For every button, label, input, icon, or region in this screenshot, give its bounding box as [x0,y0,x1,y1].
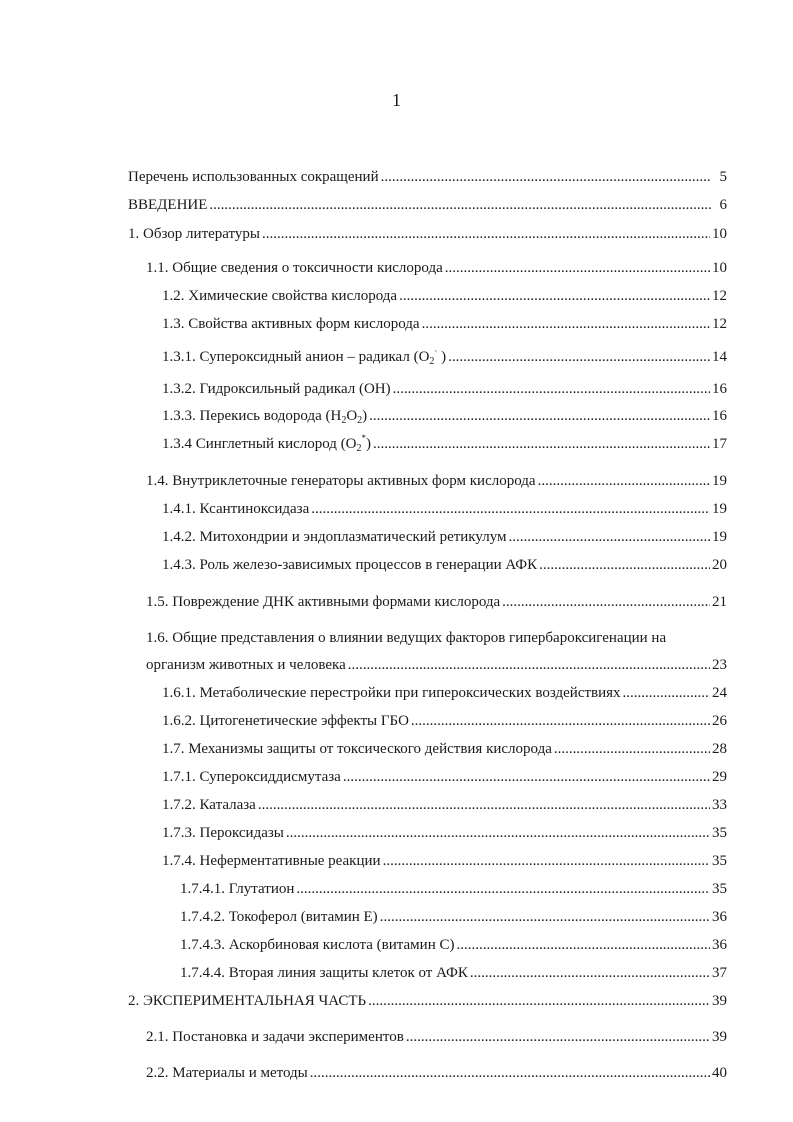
dot-leader [381,168,711,186]
toc-entry [162,348,727,366]
toc-entry [128,225,727,243]
dot-leader [368,992,710,1010]
dot-leader [456,936,710,954]
title-text: ) [441,349,447,365]
toc-entry [180,936,727,954]
dot-leader [539,556,710,574]
dot-leader [422,315,710,333]
dot-leader [311,500,710,518]
toc-entry-page: 35 [712,881,727,897]
toc-entry-page: 24 [712,685,727,701]
toc-entry [162,407,727,425]
toc-entry-title: 1.7.4. Неферментативные реакции [162,853,381,869]
title-text: ) [366,436,372,452]
toc-entry-title [162,348,446,366]
toc-entry-page: 6 [719,197,727,213]
toc-entry-page: 26 [712,713,727,729]
toc-entry-title: 1.7.1. Супероксиддисмутаза [162,769,341,785]
dot-leader [623,684,710,702]
dot-leader [296,880,710,898]
toc-entry [162,287,727,305]
toc-entry-title [162,435,371,453]
dot-leader [258,796,710,814]
dot-leader [369,407,710,425]
toc-entry [162,556,727,574]
toc-entry [146,259,727,277]
toc-entry-page: 16 [712,381,727,397]
toc-entry-page: 19 [712,501,727,517]
toc-entry-title: 1.3.2. Гидроксильный радикал (OH) [162,381,391,397]
toc-entry [162,380,727,398]
toc-entry-page: 12 [712,316,727,332]
toc-entry [162,528,727,546]
dot-leader [393,380,710,398]
toc-entry-page: 21 [712,594,727,610]
toc-entry-page: 28 [712,741,727,757]
toc-entry-title [162,407,367,425]
toc-entry-title: 2.1. Постановка и задачи экспериментов [146,1029,404,1045]
dot-leader [348,656,710,674]
subscript: 2 [356,443,362,454]
dot-leader [448,348,710,366]
dot-leader [343,768,710,786]
toc-entry-title: 2. ЭКСПЕРИМЕНТАЛЬНАЯ ЧАСТЬ [128,993,367,1009]
toc-entry-first-line: 1.6. Общие представления о влиянии ведущих факторов гипербароксигенации на [146,630,667,646]
dot-leader [538,472,710,490]
dot-leader [286,824,710,842]
toc-entry [146,593,727,611]
subscript: 2 [341,415,347,426]
page-number: 1 [392,90,401,110]
toc-entry-title: 1.4.1. Ксантиноксидаза [162,501,310,517]
toc-entry-page: 19 [712,473,727,489]
toc-entry [162,435,727,453]
toc-entry [162,796,727,814]
toc-entry-title: 1.4.2. Митохондрии и эндоплазматический ретикулум [162,529,507,545]
toc-entry [162,712,727,730]
toc-entry-page: 36 [712,937,727,953]
toc-entry-title: 1.6.1. Метаболические перестройки при гипероксических воздействиях [162,685,621,701]
toc-entry-title: Перечень использованных сокращений [128,169,379,185]
toc-entry-page: 36 [712,909,727,925]
toc-entry-title: 1.4. Внутриклеточные генераторы активных форм кислорода [146,473,536,489]
dot-leader [262,225,710,243]
toc-entry-title: 1.7.4.3. Аскорбиновая кислота (витамин С) [180,937,455,953]
dot-leader [445,259,710,277]
toc-entry-page: 16 [712,408,727,424]
toc-entry-title: 1.3. Свойства активных форм кислорода [162,316,420,332]
toc-entry-page: 39 [712,1029,727,1045]
superscript: · [434,346,438,356]
toc-entry-page: 39 [712,993,727,1009]
toc-entry [128,992,727,1010]
toc-entry-page: 20 [712,557,727,573]
toc-entry-title: 1.6.2. Цитогенетические эффекты ГБО [162,713,409,729]
dot-leader [509,528,710,546]
toc-entry-title: 1.2. Химические свойства кислорода [162,288,398,304]
toc-entry-title: 1.1. Общие сведения о токсичности кислорода [146,260,443,276]
toc-entry [128,168,727,186]
toc-entry [146,656,727,674]
toc-entry-page: 17 [712,436,727,452]
toc-entry-title: организм животных и человека [146,657,346,673]
toc-entry-page: 35 [712,853,727,869]
toc-entry-title: 1.7. Механизмы защиты от токсического действия кислорода [162,741,552,757]
toc-entry-title: 1.7.3. Пероксидазы [162,825,284,841]
subscript: 2 [357,415,363,426]
toc-entry [180,880,727,898]
dot-leader [209,196,711,214]
dot-leader [411,712,710,730]
dot-leader [373,435,710,453]
toc-entry [162,740,727,758]
dot-leader [399,287,710,305]
toc-entry [162,684,727,702]
dot-leader [310,1064,710,1082]
dot-leader [380,908,710,926]
title-text: 1.3.3. Перекись водорода (H [162,408,342,424]
dot-leader [383,852,710,870]
toc-entry-title: 1.4.3. Роль железо-зависимых процессов в генерации АФК [162,557,538,573]
dot-leader [554,740,710,758]
toc-entry [128,196,727,214]
toc-entry-page: 23 [712,657,727,673]
toc-entry [146,1064,727,1082]
toc-entry-page: 19 [712,529,727,545]
toc-entry-title: 2.2. Материалы и методы [146,1065,308,1081]
toc-entry [162,824,727,842]
toc-entry [180,908,727,926]
toc-entry [162,768,727,786]
toc-entry [162,315,727,333]
toc-entry [162,852,727,870]
toc-entry-page: 10 [712,260,727,276]
toc-entry-page: 29 [712,769,727,785]
subscript: 2 [429,356,435,367]
toc-entry-page: 40 [712,1065,727,1081]
toc-entry-title: 1.7.4.2. Токоферол (витамин Е) [180,909,378,925]
toc-entry-title: 1.5. Повреждение ДНК активными формами кислорода [146,594,501,610]
title-text: O [346,408,358,424]
title-text: 1.3.1. Супероксидный анион – радикал (O [162,349,430,365]
toc-entry-page: 35 [712,825,727,841]
toc-entry-page: 14 [712,349,727,365]
dot-leader [502,593,710,611]
toc-entry-title: ВВЕДЕНИЕ [128,197,208,213]
toc-entry-title: 1.7.4.1. Глутатион [180,881,295,897]
toc-entry-page: 10 [712,226,727,242]
toc-entry-page: 37 [712,965,727,981]
toc-entry [162,500,727,518]
toc-entry-page: 33 [712,797,727,813]
toc-entry-title: 1. Обзор литературы [128,226,260,242]
toc-entry [146,472,727,490]
toc-entry [146,1028,727,1046]
toc-entry [180,964,727,982]
title-text: 1.3.4 Синглетный кислород (O [162,436,357,452]
toc-entry-page: 5 [719,169,727,185]
superscript: * [361,433,367,443]
toc-entry-title: 1.7.2. Каталаза [162,797,256,813]
toc-entry-page: 12 [712,288,727,304]
title-text: ) [362,408,368,424]
dot-leader [470,964,710,982]
toc-entry-title: 1.7.4.4. Вторая линия защиты клеток от АФК [180,965,468,981]
dot-leader [406,1028,710,1046]
